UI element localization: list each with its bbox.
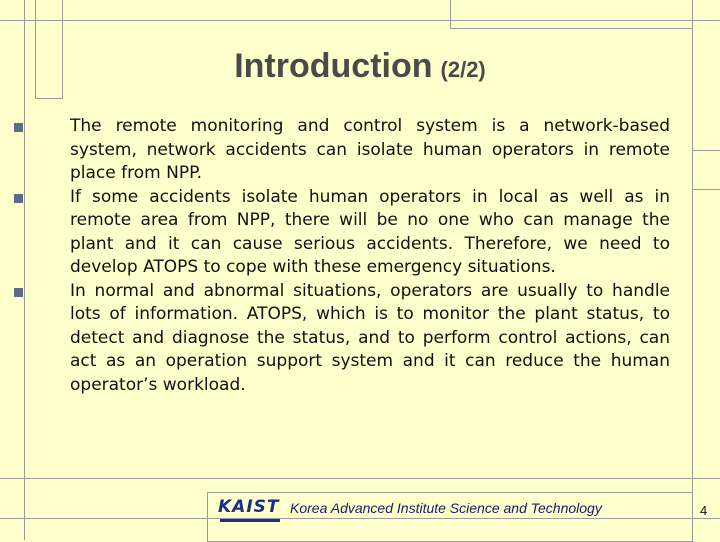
slide-title xyxy=(0,44,720,92)
kaist-logo-text: KAIST xyxy=(218,497,280,517)
decorative-horizontal-line-bottom xyxy=(0,478,720,479)
footer-institution: Korea Advanced Institute Science and Technology xyxy=(290,500,602,516)
slide-title-suffix: (2/2) xyxy=(440,57,486,82)
square-bullet-icon xyxy=(14,194,23,203)
kaist-logo xyxy=(218,497,282,523)
bullet-list xyxy=(14,115,670,397)
decorative-box-top-right xyxy=(450,0,693,29)
bullet-item xyxy=(14,115,670,186)
slide-title-main: Introduction xyxy=(234,47,433,85)
bullet-text: The remote monitoring and control system is a network-based system, network accidents can isolate human operators in remote place from NPP. xyxy=(70,116,670,183)
logo-underline xyxy=(220,519,280,522)
square-bullet-icon xyxy=(14,288,23,297)
square-bullet-icon xyxy=(14,123,23,132)
bullet-text: In normal and abnormal situations, operators are usually to handle lots of information. ATOPS, which is to monitor the plant status, to detect and diagnose the status, and to perform control actions, can act as an operation support system and it can reduce the human operator’s workload. xyxy=(70,280,670,395)
bullet-item xyxy=(14,280,670,398)
decorative-box-right-edge xyxy=(692,150,720,190)
page-number: 4 xyxy=(700,503,708,518)
bullet-item xyxy=(14,186,670,280)
bullet-text: If some accidents isolate human operators in local as well as in remote area from NPP, there will be no one who can manage the plant and it can cause serious accidents. Therefore, we need to develop ATOPS to cope with these emergency situations. xyxy=(70,186,670,277)
